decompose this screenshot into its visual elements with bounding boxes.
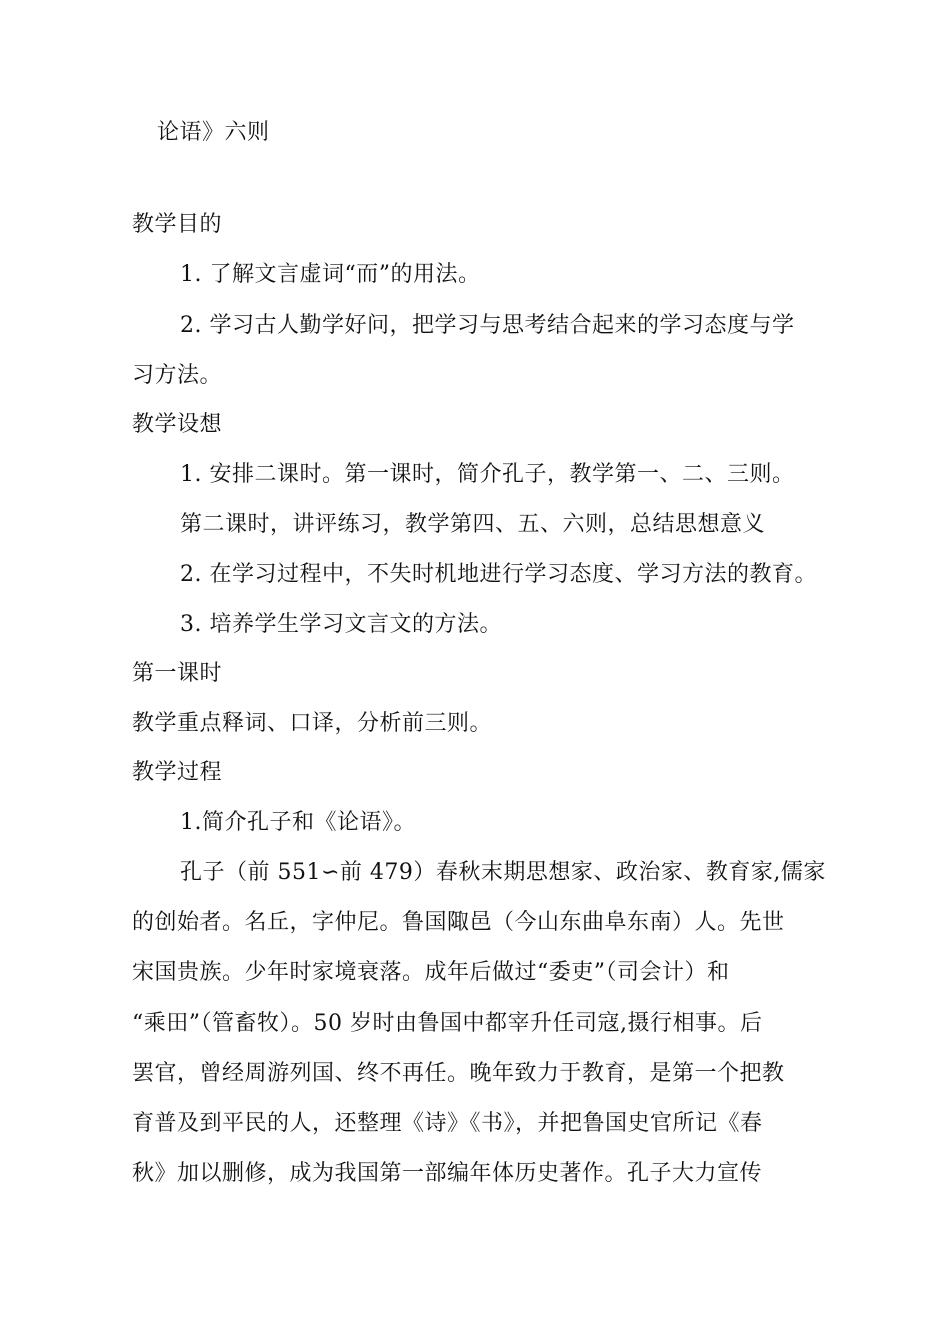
section-heading-teaching-process: 教学过程 (132, 760, 223, 785)
paragraph-line: 1. 安排二课时。第一课时，简介孔子，教学第一、二、三则。 (180, 462, 795, 487)
paragraph-line: 3. 培养学生学习文言文的方法。 (180, 612, 502, 637)
paragraph-line: 1. 了解文言虚词“而”的用法。 (180, 262, 481, 287)
paragraph-line: 宋国贵族。少年时家境衰落。成年后做过“委吏”（司会计）和 (132, 960, 730, 985)
paragraph-line: “乘田”（管畜牧）。50 岁时由鲁国中都宰升任司寇,摄行相事。后 (132, 1011, 763, 1036)
paragraph-line: 2. 在学习过程中，不失时机地进行学习态度、学习方法的教育。 (180, 562, 817, 587)
paragraph-line: 2. 学习古人勤学好问，把学习与思考结合起来的学习态度与学 (180, 313, 795, 338)
document-title: 论语》六则 (157, 120, 270, 145)
paragraph-line: 的创始者。名丘，字仲尼。鲁国陬邑（今山东曲阜东南）人。先世 (132, 910, 785, 935)
paragraph-line: 1.简介孔子和《论语》。 (180, 810, 416, 835)
paragraph-line: 孔子（前 551∽前 479）春秋末期思想家、政治家、教育家,儒家 (180, 860, 826, 885)
paragraph-line: 习方法。 (132, 363, 223, 388)
paragraph-line: 第二课时，讲评练习，教学第四、五、六则，总结思想意义 (180, 512, 766, 537)
section-heading-first-lesson: 第一课时 (132, 661, 223, 686)
paragraph-line: 育普及到平民的人，还整理《诗》《书》，并把鲁国史官所记《春 (132, 1111, 763, 1136)
section-heading-teaching-goals: 教学目的 (132, 212, 223, 237)
paragraph-line: 秋》加以删修，成为我国第一部编年体历史著作。孔子大力宣传 (132, 1161, 763, 1186)
section-heading-teaching-plan: 教学设想 (132, 412, 223, 437)
paragraph-line: 教学重点释词、口译，分析前三则。 (132, 711, 493, 736)
paragraph-line: 罢官，曾经周游列国、终不再任。晚年致力于教育，是第一个把教 (132, 1061, 785, 1086)
